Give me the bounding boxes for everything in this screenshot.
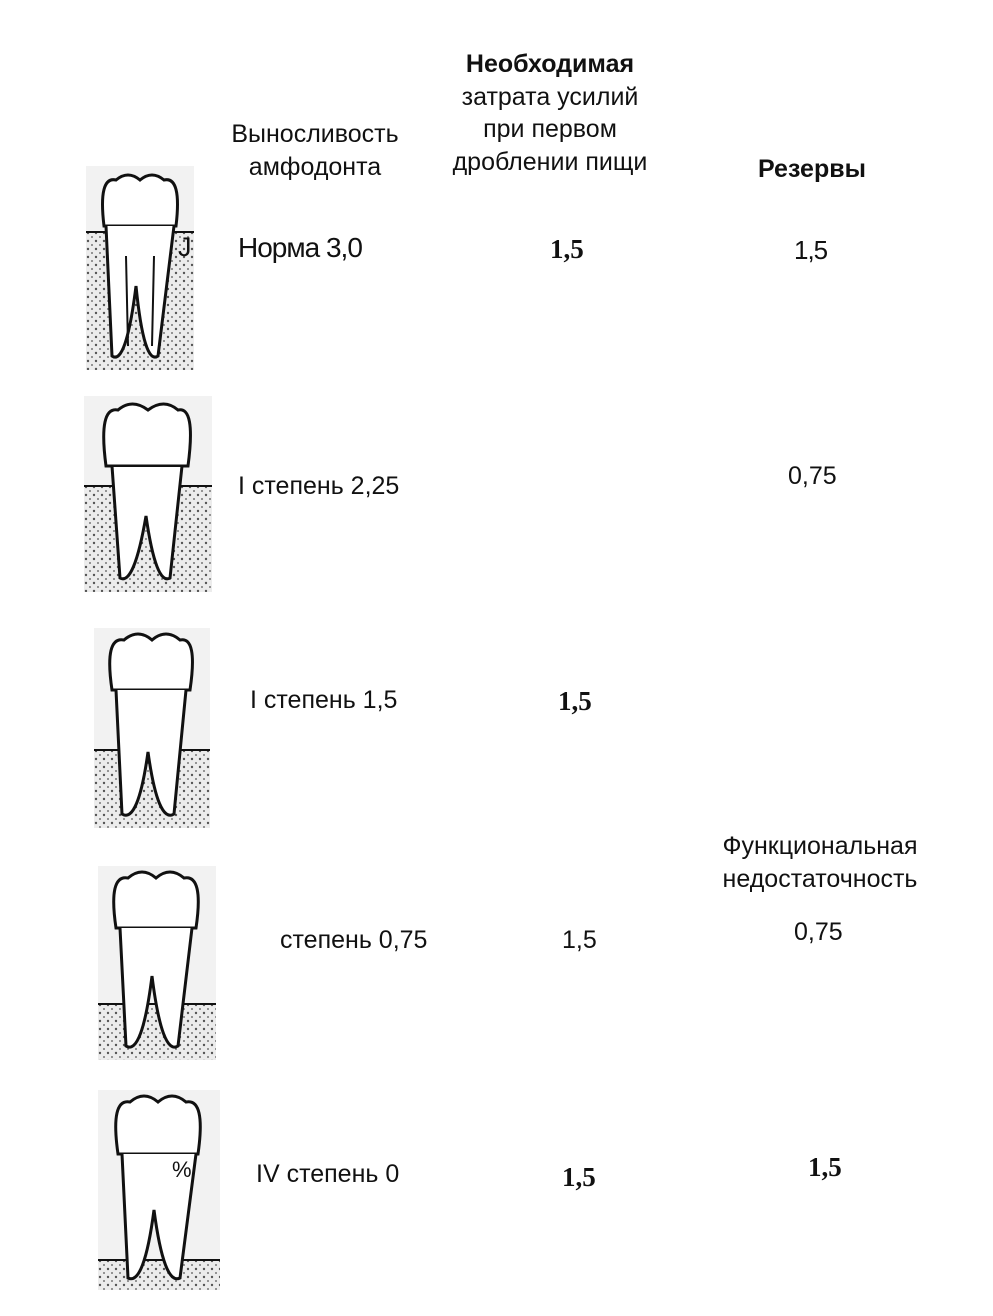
row-3-endurance: I степень 1,5 — [250, 686, 398, 714]
header-effort — [453, 48, 648, 178]
tooth-grade-4-icon — [98, 1090, 220, 1290]
tooth-grade-3-icon — [98, 866, 216, 1060]
row-4-reserve-label-line1: Функциональная — [722, 832, 918, 860]
header-effort-line2: затрата усилий — [461, 82, 639, 111]
header-effort-line1: Необходимая — [465, 50, 635, 78]
row-2-reserve: 0,75 — [788, 462, 837, 490]
row-4-endurance: степень 0,75 — [280, 926, 428, 954]
row-4-reserve-label-line2: недостаточность — [722, 864, 918, 893]
header-endurance-line1: Выносливость — [231, 120, 399, 148]
row-4-reserve: 0,75 — [794, 918, 843, 946]
row-5-endurance: IV степень 0 — [256, 1160, 400, 1188]
row-3-effort: 1,5 — [558, 686, 592, 716]
row-1-effort: 1,5 — [550, 234, 584, 264]
header-endurance-line2: амфодонта — [248, 152, 382, 181]
row-4-effort: 1,5 — [562, 926, 597, 954]
header-effort-line4: дроблении пищи — [452, 147, 648, 176]
tooth-grade-2-icon — [94, 628, 210, 828]
tooth-mark-percent: % — [172, 1157, 192, 1182]
header-effort-line3: при первом — [483, 115, 617, 143]
tooth-normal-icon — [86, 166, 194, 370]
row-5-effort: 1,5 — [562, 1162, 596, 1192]
row-2-endurance: I степень 2,25 — [238, 472, 400, 500]
header-endurance — [231, 118, 398, 183]
row-4-reserve-label — [722, 830, 917, 895]
tooth-grade-1-icon — [84, 396, 212, 592]
row-1-reserve: 1,5 — [794, 235, 828, 265]
tooth-mark-j: J — [178, 232, 192, 262]
row-1-endurance: Норма 3,0 — [238, 232, 362, 263]
row-5-reserve: 1,5 — [808, 1152, 842, 1182]
header-reserves: Резервы — [758, 155, 866, 183]
